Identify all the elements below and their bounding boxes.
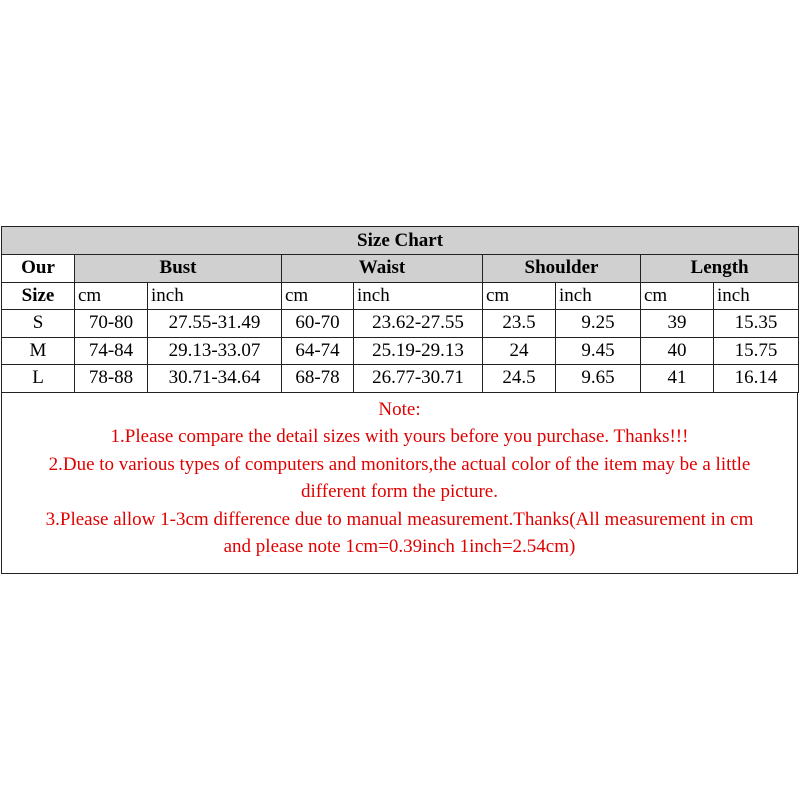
size-label: S	[2, 310, 75, 338]
note-line: 3.Please allow 1-3cm difference due to manual measurement.Thanks(All measurement in cm	[45, 508, 754, 530]
table-cell: 29.13-33.07	[148, 337, 282, 365]
unit-cell: cm	[483, 282, 556, 310]
our-size-header-top: Our	[2, 255, 75, 283]
size-label: L	[2, 365, 75, 393]
table-cell: 68-78	[282, 365, 354, 393]
table-cell: 15.75	[714, 337, 799, 365]
size-label: M	[2, 337, 75, 365]
unit-cell: cm	[282, 282, 354, 310]
table-cell: 40	[641, 337, 714, 365]
length-header: Length	[641, 255, 799, 283]
table-cell: 25.19-29.13	[354, 337, 483, 365]
unit-cell: inch	[354, 282, 483, 310]
table-title: Size Chart	[2, 227, 799, 255]
table-cell: 78-88	[75, 365, 148, 393]
table-cell: 15.35	[714, 310, 799, 338]
unit-cell: cm	[641, 282, 714, 310]
table-cell: 26.77-30.71	[354, 365, 483, 393]
table-cell: 41	[641, 365, 714, 393]
note-line: and please note 1cm=0.39inch 1inch=2.54cm)	[223, 536, 576, 557]
note-box	[1, 393, 798, 574]
table-cell: 64-74	[282, 337, 354, 365]
table-cell: 60-70	[282, 310, 354, 338]
table-row	[2, 337, 799, 365]
table-row	[2, 310, 799, 338]
size-table	[1, 226, 799, 393]
unit-cell: inch	[714, 282, 799, 310]
table-row	[2, 365, 799, 393]
note-line: 1.Please compare the detail sizes with yours before you purchase. Thanks!!!	[110, 426, 689, 447]
unit-cell: inch	[556, 282, 641, 310]
table-cell: 70-80	[75, 310, 148, 338]
unit-cell: cm	[75, 282, 148, 310]
waist-header: Waist	[282, 255, 483, 283]
table-cell: 24	[483, 337, 556, 365]
table-cell: 9.45	[556, 337, 641, 365]
note-line: different form the picture.	[301, 481, 498, 502]
note-heading: Note:	[378, 398, 421, 420]
table-cell: 16.14	[714, 365, 799, 393]
size-chart	[1, 226, 798, 574]
table-cell: 30.71-34.64	[148, 365, 282, 393]
table-cell: 27.55-31.49	[148, 310, 282, 338]
table-cell: 23.62-27.55	[354, 310, 483, 338]
table-cell: 9.25	[556, 310, 641, 338]
bust-header: Bust	[75, 255, 282, 283]
our-size-header-bottom: Size	[2, 282, 75, 310]
unit-cell: inch	[148, 282, 282, 310]
shoulder-header: Shoulder	[483, 255, 641, 283]
table-cell: 23.5	[483, 310, 556, 338]
table-cell: 24.5	[483, 365, 556, 393]
note-line: 2.Due to various types of computers and monitors,the actual color of the item may be a little	[48, 453, 751, 475]
table-cell: 9.65	[556, 365, 641, 393]
table-cell: 74-84	[75, 337, 148, 365]
table-cell: 39	[641, 310, 714, 338]
